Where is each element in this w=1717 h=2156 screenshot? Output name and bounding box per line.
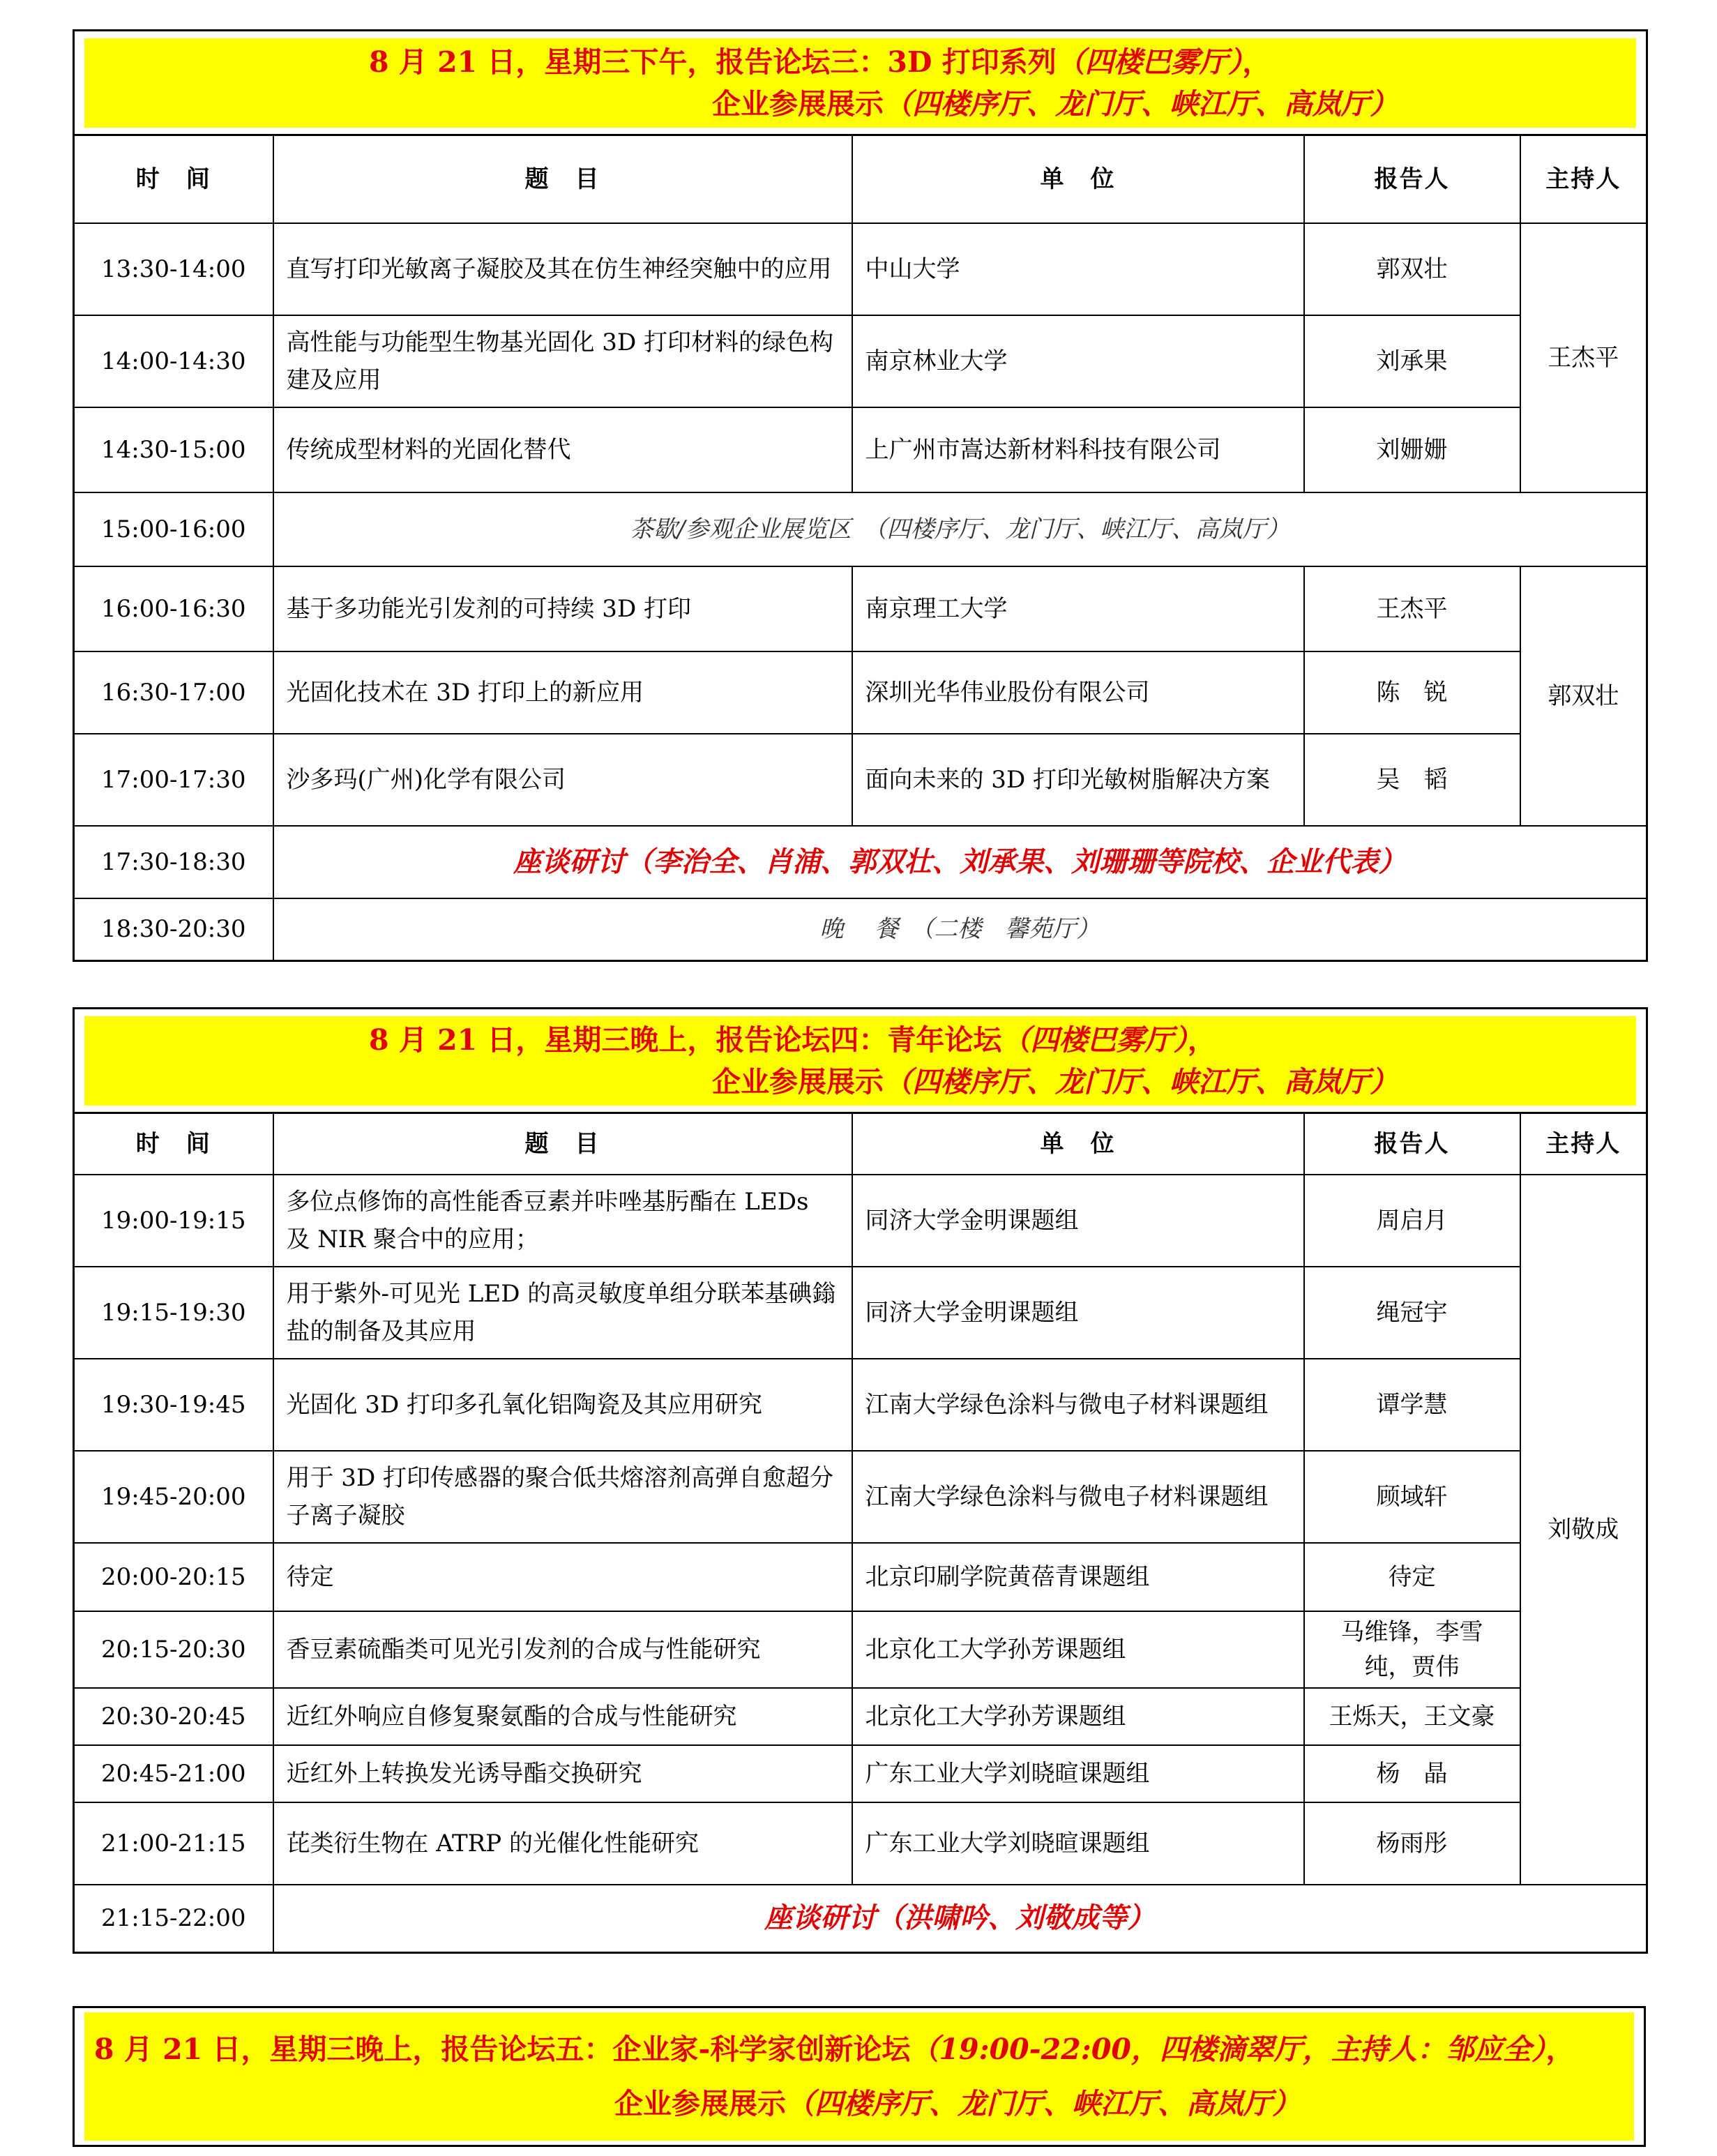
host-cell: 郭双壮 [1520, 566, 1647, 826]
topic-cell: 直写打印光敏离子凝胶及其在仿生神经突触中的应用 [273, 223, 852, 315]
speaker-cell: 周启月 [1304, 1175, 1520, 1267]
time-cell: 15:00-16:00 [74, 492, 273, 566]
forum-row [74, 826, 1647, 898]
time-cell: 19:45-20:00 [74, 1451, 273, 1543]
time-cell: 14:00-14:30 [74, 315, 273, 407]
tea-break-text: 茶歇/参观企业展览区 （四楼序厅、龙门厅、峡江厅、高岚厅） [273, 492, 1647, 566]
topic-cell: 近红外响应自修复聚氨酯的合成与性能研究 [273, 1688, 852, 1745]
forum-5-banner-table [73, 2006, 1646, 2147]
unit-cell: 江南大学绿色涂料与微电子材料课题组 [852, 1359, 1304, 1451]
time-cell: 16:00-16:30 [74, 566, 273, 651]
speaker-cell: 吴 韬 [1304, 734, 1520, 826]
forum-4-schedule-table [73, 1007, 1648, 1954]
unit-cell: 中山大学 [852, 223, 1304, 315]
col-header-host: 主持人 [1520, 135, 1647, 223]
table-header-row [74, 1113, 1647, 1175]
topic-cell: 香豆素硫酯类可见光引发剂的合成与性能研究 [273, 1611, 852, 1688]
speaker-cell: 刘姗姗 [1304, 407, 1520, 492]
time-cell: 19:00-19:15 [74, 1175, 273, 1267]
time-cell: 17:00-17:30 [74, 734, 273, 826]
unit-cell: 北京化工大学孙芳课题组 [852, 1688, 1304, 1745]
topic-cell: 高性能与功能型生物基光固化 3D 打印材料的绿色构建及应用 [273, 315, 852, 407]
unit-cell: 同济大学金明课题组 [852, 1267, 1304, 1359]
unit-cell: 上广州市嵩达新材料科技有限公司 [852, 407, 1304, 492]
table-row [74, 1745, 1647, 1802]
speaker-cell: 顾域轩 [1304, 1451, 1520, 1543]
time-cell: 14:30-15:00 [74, 407, 273, 492]
time-cell: 20:30-20:45 [74, 1688, 273, 1745]
host-cell: 刘敬成 [1520, 1175, 1647, 1885]
table-row [74, 1175, 1647, 1267]
col-header-topic: 题 目 [273, 1113, 852, 1175]
time-cell: 21:15-22:00 [74, 1885, 273, 1953]
time-cell: 20:45-21:00 [74, 1745, 273, 1802]
topic-cell: 用于 3D 打印传感器的聚合低共熔溶剂高弹自愈超分子离子凝胶 [273, 1451, 852, 1543]
unit-cell: 南京理工大学 [852, 566, 1304, 651]
time-cell: 20:15-20:30 [74, 1611, 273, 1688]
col-header-topic: 题 目 [273, 135, 852, 223]
time-cell: 20:00-20:15 [74, 1543, 273, 1611]
speaker-cell: 陈 锐 [1304, 651, 1520, 734]
table-row [74, 1451, 1647, 1543]
speaker-cell: 王烁天，王文豪 [1304, 1688, 1520, 1745]
host-cell: 王杰平 [1520, 223, 1647, 492]
time-cell: 13:30-14:00 [74, 223, 273, 315]
banner-line-2: 企业参展展示（四楼序厅、龙门厅、峡江厅、高岚厅） [712, 86, 1398, 121]
forum-5-banner [74, 2007, 1645, 2146]
unit-cell: 广东工业大学刘晓暄课题组 [852, 1745, 1304, 1802]
banner-line-2: 企业参展展示（四楼序厅、龙门厅、峡江厅、高岚厅） [614, 2087, 1301, 2120]
topic-cell: 用于紫外-可见光 LED 的高灵敏度单组分联苯基碘鎓盐的制备及其应用 [273, 1267, 852, 1359]
banner-line-2: 企业参展展示（四楼序厅、龙门厅、峡江厅、高岚厅） [712, 1064, 1398, 1099]
table-row [74, 1267, 1647, 1359]
topic-cell: 芘类衍生物在 ATRP 的光催化性能研究 [273, 1802, 852, 1885]
forum-3-banner [74, 31, 1647, 135]
table-header-row [74, 135, 1647, 223]
table-row [74, 651, 1647, 734]
topic-cell: 传统成型材料的光固化替代 [273, 407, 852, 492]
col-header-unit: 单 位 [852, 1113, 1304, 1175]
table-row [74, 566, 1647, 651]
time-cell: 17:30-18:30 [74, 826, 273, 898]
col-header-time: 时 间 [74, 135, 273, 223]
col-header-unit: 单 位 [852, 135, 1304, 223]
time-cell: 19:30-19:45 [74, 1359, 273, 1451]
speaker-cell: 杨 晶 [1304, 1745, 1520, 1802]
time-cell: 21:00-21:15 [74, 1802, 273, 1885]
table-row [74, 1802, 1647, 1885]
topic-cell: 基于多功能光引发剂的可持续 3D 打印 [273, 566, 852, 651]
banner-line-1: 8 月 21 日，星期三下午，报告论坛三：3D 打印系列（四楼巴雾厅）， [369, 45, 1271, 79]
banner-line-1: 8 月 21 日，星期三晚上，报告论坛四：青年论坛（四楼巴雾厅）， [369, 1023, 1216, 1057]
table-row [74, 315, 1647, 407]
table-row [74, 1611, 1647, 1688]
speaker-cell: 马维锋，李雪纯，贾伟 [1304, 1611, 1520, 1688]
time-cell: 16:30-17:00 [74, 651, 273, 734]
unit-cell: 面向未来的 3D 打印光敏树脂解决方案 [852, 734, 1304, 826]
banner-line-1: 8 月 21 日，星期三晚上，报告论坛五：企业家-科学家创新论坛（19:00-22:00，四楼滴翠厅，主持人：邹应全）， [94, 2033, 1575, 2066]
table-row [74, 734, 1647, 826]
table-row [74, 1688, 1647, 1745]
table-row [74, 1543, 1647, 1611]
forum-3-schedule-table [73, 29, 1648, 962]
speaker-cell: 绳冠宇 [1304, 1267, 1520, 1359]
col-header-speaker: 报告人 [1304, 135, 1520, 223]
table-row [74, 1359, 1647, 1451]
unit-cell: 同济大学金明课题组 [852, 1175, 1304, 1267]
table-row [74, 223, 1647, 315]
unit-cell: 广东工业大学刘晓暄课题组 [852, 1802, 1304, 1885]
topic-cell: 待定 [273, 1543, 852, 1611]
dinner-text: 晚 餐 （二楼 馨苑厅） [273, 898, 1647, 961]
roundtable-text: 座谈研讨（洪啸吟、刘敬成等） [273, 1885, 1647, 1953]
speaker-cell: 待定 [1304, 1543, 1520, 1611]
col-header-speaker: 报告人 [1304, 1113, 1520, 1175]
topic-cell: 近红外上转换发光诱导酯交换研究 [273, 1745, 852, 1802]
topic-cell: 光固化 3D 打印多孔氧化铝陶瓷及其应用研究 [273, 1359, 852, 1451]
topic-cell: 多位点修饰的高性能香豆素并咔唑基肟酯在 LEDs 及 NIR 聚合中的应用； [273, 1175, 852, 1267]
topic-cell: 光固化技术在 3D 打印上的新应用 [273, 651, 852, 734]
unit-cell: 北京化工大学孙芳课题组 [852, 1611, 1304, 1688]
col-header-time: 时 间 [74, 1113, 273, 1175]
col-header-host: 主持人 [1520, 1113, 1647, 1175]
unit-cell: 北京印刷学院黄蓓青课题组 [852, 1543, 1304, 1611]
time-cell: 18:30-20:30 [74, 898, 273, 961]
forum-row [74, 1885, 1647, 1953]
break-row [74, 492, 1647, 566]
forum-4-banner [74, 1009, 1647, 1113]
speaker-cell: 郭双壮 [1304, 223, 1520, 315]
speaker-cell: 刘承果 [1304, 315, 1520, 407]
speaker-cell: 杨雨彤 [1304, 1802, 1520, 1885]
speaker-cell: 谭学慧 [1304, 1359, 1520, 1451]
dinner-row [74, 898, 1647, 961]
unit-cell: 深圳光华伟业股份有限公司 [852, 651, 1304, 734]
topic-cell: 沙多玛(广州)化学有限公司 [273, 734, 852, 826]
roundtable-text: 座谈研讨（李治全、肖浦、郭双壮、刘承果、刘珊珊等院校、企业代表） [273, 826, 1647, 898]
unit-cell: 南京林业大学 [852, 315, 1304, 407]
table-row [74, 407, 1647, 492]
unit-cell: 江南大学绿色涂料与微电子材料课题组 [852, 1451, 1304, 1543]
time-cell: 19:15-19:30 [74, 1267, 273, 1359]
speaker-cell: 王杰平 [1304, 566, 1520, 651]
